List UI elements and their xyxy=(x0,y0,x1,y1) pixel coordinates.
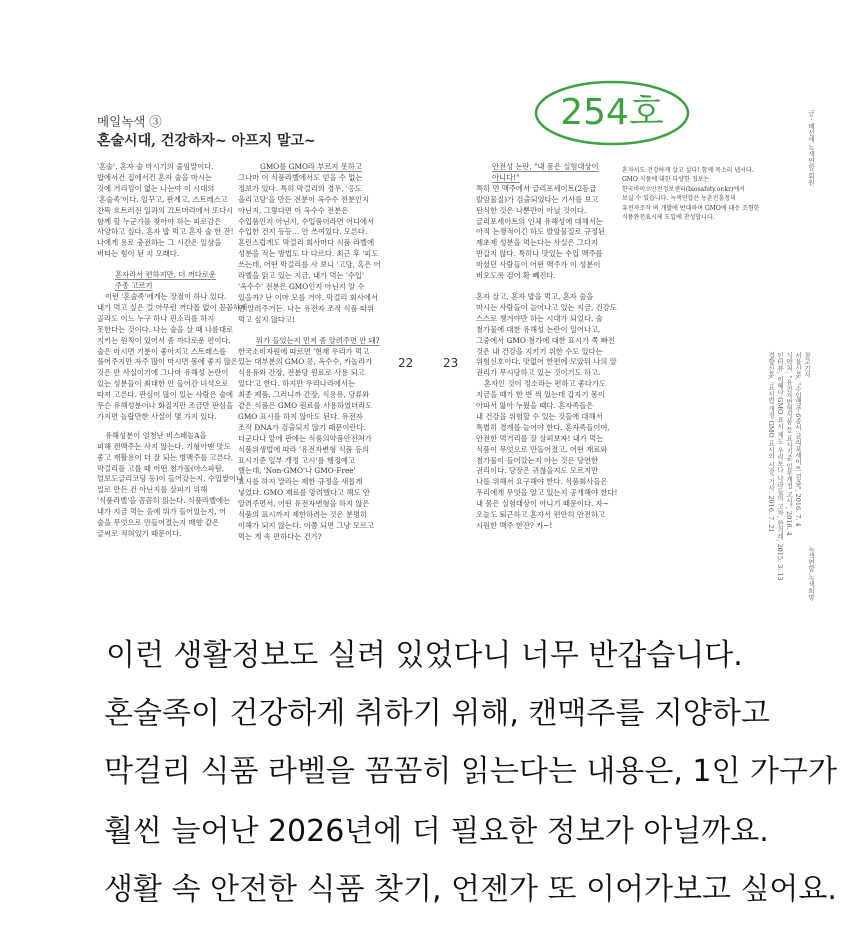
text-line: 나를 위해서 요구해야 한다. 식품회사들은 xyxy=(476,477,608,487)
text-line: 스스로 챙겨야만 하는 시대가 되었다. 술 xyxy=(476,313,603,323)
column-4-note xyxy=(622,166,759,222)
text-line: 밀로 만든 건 아닌지를 살피기 위해 xyxy=(97,485,208,495)
text-line: 첨가물이 들어갔는지 아는 것은 당연한 xyxy=(476,455,599,465)
text-line: 얼보도글리코딩 등)이 들어갔는지, 수입쌀이나 xyxy=(97,474,244,484)
text-line: 골라도 어느 누구 하나 핀소리를 하지 xyxy=(97,313,215,323)
text-line: 밥에서건 집에서건 혼자 술을 마시는 xyxy=(97,172,213,182)
text-line: '혼술족'이다. 일꾸고, 판계고, 스트레스고 xyxy=(97,194,228,204)
text-line: 잔뜩 흐트러진 일과의 끄트머리에서 또다시 xyxy=(97,205,234,215)
handwriting-line: 훨씬 늘어난 2026년에 더 필요한 정보가 아닐까요. xyxy=(104,814,769,849)
text-line: 했는데, 'Non-GMO'나 GMO-Free' xyxy=(238,466,356,476)
text-line: 사양하고 싶다. 혼자 밥 먹고 혼자 술 한 잔! xyxy=(97,227,234,237)
text-line: 넣었다. GMO 재료를 망려했다고 해도 안 xyxy=(238,488,370,498)
text-line: 먹는 게 속 편하다는 건가? xyxy=(238,531,322,541)
text-line: 안전한 먹거리를 잘 살펴보자! 내가 먹는 xyxy=(476,433,604,443)
text-line: '혼술', 혼자 술 마시기의 줄임말이다. xyxy=(97,162,214,171)
text-line: 최종 제품, 그러니까 간장, 식용유, 당류와 xyxy=(238,390,370,400)
page-number-left: 22 xyxy=(398,356,414,370)
subhead: 안전성 논란, "내 몸은 실험대상이 xyxy=(492,162,599,171)
text-line: 혼자 살고, 혼자 밥을 먹고, 혼자 술을 xyxy=(476,291,594,301)
text-line: 수입한 건지 등등… 안 쓰여있다. 모른다. xyxy=(238,227,368,237)
text-line: 글리포세이트의 인체 유해성에 대해서는 xyxy=(476,216,603,226)
text-line: 반갑지 않다. 특히나 맛있는 수입 맥주를 xyxy=(476,249,603,259)
text-line: 먹고 싶지 않다고! xyxy=(238,314,295,324)
stamp-text: 254호 xyxy=(560,92,664,133)
text-line: GMO 식품에 대한 다양한 정보는 xyxy=(622,176,710,184)
text-line: 있는 대부분의 GMO 콩, 옥수수, 카놀라가 xyxy=(238,357,373,367)
text-line: 알려주면서, 어떤 유전자변형을 하지 않은 xyxy=(238,499,370,509)
text-line: 풀어주지만 자주 많이 마시면 몸에 좋지 않은 xyxy=(97,357,238,367)
text-line: 내가 먹고 싶은 걸 아무런 꺼다롭 없이 꼼꼼하게 xyxy=(97,302,248,312)
text-line: 라벨을 읽고 있는 지금, 내가 먹는 '수입' xyxy=(238,271,364,281)
subhead: 혼자라서 편하지만, 더 꺼다로운 xyxy=(115,270,216,280)
text-line: 술은 마시면 기분이 좋아지고 스트레스를 xyxy=(97,346,227,356)
text-line: 것에 거리낌이 없는 나는야 이 시대의 xyxy=(97,183,215,193)
text-line: 오늘도 퇴근하고 혼자서 편안히 안전하고 xyxy=(476,510,606,520)
text-line: 피해 캔맥주는 사지 않는다. 기형아맨 맛도 xyxy=(97,441,231,451)
text-line: 무슨 유해성분이나 화질지만 조금만 판심을 xyxy=(97,401,234,411)
text-line: 조작 DNA가 검출되지 않기 때문이란다. xyxy=(238,422,366,432)
text-line: 탄식한 것은 나뿐만이 아닐 것이다. xyxy=(476,205,587,215)
subhead: GMO를 GMO라 부르지 못하고 xyxy=(260,162,362,171)
subhead: 아니다!" xyxy=(492,172,520,182)
text-line: 안 알려주거든. 나는 유전자 조작 식품 따위 xyxy=(238,303,375,313)
column-2 xyxy=(238,162,381,543)
vertical-footer: 녹색연합 녹색희망 xyxy=(807,546,815,601)
text-line: 첨가물에 대한 유해성 논란이 일어나고, xyxy=(476,324,601,334)
text-line: 따져 고른다. 판심이 많이 있는 사람은 술에 xyxy=(97,390,234,400)
handwriting-line: 생활 속 안전한 식품 찾기, 언젠가 또 이어가보고 싶어요. xyxy=(104,872,837,907)
text-line: 있을까? 난 이마 모를 거야. 막걸리 회사에서 xyxy=(238,292,378,302)
text-line: 막걸리를 고를 때 어떤 첨가물(아스파탐, xyxy=(97,463,225,473)
text-line: 인터뷰, 이혜나 GMO 표시 제도 우리보다 나라들의 고차, 한겨레, 2015. 3. 13 xyxy=(776,352,784,581)
article-headline: 혼술시대, 건강하자~ 아프지 말고~ xyxy=(97,133,316,149)
handwriting-line: 혼술족이 건강하게 취하기 위해, 캔맥주를 지양하고 xyxy=(104,696,770,731)
text-line: 특별히 경계를 늘어야 한다. 혼자족들이여, xyxy=(476,422,610,432)
text-line: 나에게 용로 충전하는 그 시간은 일상을 xyxy=(97,238,222,248)
article-series: 메일녹색 ③ xyxy=(97,114,162,129)
text-line: 아닌지, 그렇다면 이 옥수수 전분은 xyxy=(238,205,349,215)
text-line: 술을 무엇으로 만들어졌는지 매향 같은 xyxy=(97,518,220,528)
text-line: 그나마 이 식품라벨에서도 얻을 수 없는 xyxy=(238,172,363,182)
text-line: 한국바이오안전정보센터(biosafety.or.kr)에서 xyxy=(622,185,745,193)
text-line: 특히 먼 맥주에서 글리포세이트(2등급 xyxy=(476,183,597,193)
text-line: 혼자서도 건강하게 살고 싶다! 함께 목소리 냅시다. xyxy=(622,167,754,174)
text-line: 권리이다. 당장은 귀찮을지도 모르지만 xyxy=(476,466,599,476)
text-line: 지금을 때가 한 번 씩 있는데 갑자기 몸이 xyxy=(476,390,606,400)
text-line: 유전자조작 벼 개발에 반대하며 GMO에 대응 조형한 xyxy=(622,204,760,212)
text-line: 내가 지금 먹는 음에 뭐가 들어있는지, 어 xyxy=(97,507,227,517)
vertical-references xyxy=(766,352,811,581)
text-line: 내 몸은 실험대상이 아니기 때문이다. 자~ xyxy=(476,499,609,509)
text-line: 지키는 원칙이 있어서 좀 까다로운 편이다. xyxy=(97,335,231,345)
text-line: 경향신문, '표시법 개정 GMO 표시의 시장' 기사. 2016. 7. 21 xyxy=(767,352,775,533)
text-line: 그중에서 GMO 첨가에 대한 표시가 쪽 빠진 xyxy=(476,335,615,345)
text-line: 올리고당'을 만든 전분이 옥수수 전분인지 xyxy=(238,194,370,204)
text-line: 글씨로 적혀있기 때문이다. xyxy=(97,529,182,538)
text-line: 것은 내 건강을 지키기 위한 수도 있다는 xyxy=(476,346,603,356)
text-line: 더군다나 앞에 판에는 식품의약품안전처가 xyxy=(238,433,372,443)
text-line: 서울신문, "수입맥주 6종서 글리포세이트 검출", 2016. 7. 4 xyxy=(794,352,802,527)
text-line: 한국소비자원에 따르면 '현재 우리가 먹고 xyxy=(238,346,370,356)
text-line: 보실 수 있습니다. 녹색연합은 농촌진흥청의 xyxy=(622,195,736,203)
text-line: 참고기사 xyxy=(803,352,811,378)
text-line: 수입품인지 아닌지, 수입품이라면 어디에서 xyxy=(238,216,375,226)
text-line: 있다'고 한다. 하지만 우리나라에서는 xyxy=(238,379,356,389)
text-line: 시원한 맥주 한잔? 카~! xyxy=(476,521,553,530)
text-line: 아직 논쟁적이긴 하도 발암물질로 규정된 xyxy=(476,227,606,237)
text-line: 식약처, "유전자변형식품 등 표시기준 일부개정 고시", 2016. 4 xyxy=(785,352,793,536)
subhead: 주종 고르기 xyxy=(115,281,153,291)
text-line: 식용유와 간장, 전분당 원료로 사용 되고 xyxy=(238,368,365,378)
text-line: 함께 할 누군가를 찾아야 하는 피로감은 xyxy=(97,216,222,226)
text-line: 표시기준 일부 개정 고시'를 행정예고 xyxy=(238,455,356,465)
text-line: 혼린스럽게도 막걸리 회사마다 식품 라벨에 xyxy=(238,238,375,248)
text-line: 위험신호이다. 맛없어 한편에 모았뒤 나의 알 xyxy=(476,357,617,367)
text-line: 있는 성분들이 최대한 안 들어간 녀석으로 xyxy=(97,379,229,389)
text-line: 식품위생법에 따라 '유전자변형 식품 등의 xyxy=(238,444,370,454)
text-line: 이런 '혼술족'에게는 장점이 하나 있다. xyxy=(105,291,227,301)
text-line: 제초제 성분을 먹는다는 사실은 그다지 xyxy=(476,238,599,248)
text-line: 혼자인 것이 정소라는 편하고 좋다가도 xyxy=(484,379,607,389)
text-line: 같은 식품은 GMO 원료를 사용하였더라도 xyxy=(238,401,373,411)
text-line: 못한다는 것이다. 나는 술을 살 때 나름대로 xyxy=(97,324,234,334)
text-line: 표시를 하지 말라는 제한 규정을 새롭게 xyxy=(238,477,363,487)
text-line: 버티는 힘이 된 지 오래다. xyxy=(97,249,180,259)
text-line: 식품의 표시까지 제한하려는 것은 분명히 xyxy=(238,510,368,520)
text-line: 가지면 놀랍만한 사실이 몇 가지 있다. xyxy=(97,411,217,421)
text-line: 이해가 되지 않는다. 이쯤 되면 그냥 모르고 xyxy=(238,521,375,530)
subhead: 뭐가 들었는지 먼저 좀 알려주면 안 돼? xyxy=(256,335,380,345)
text-line: 식품이 무엇으로 만들어졌고, 어떤 재료와 xyxy=(476,444,608,454)
handwriting-line: 이런 생활정보도 실려 있었다니 너무 반갑습니다. xyxy=(106,638,743,673)
text-line: GMO 표시를 하지 않아도 된다. 유전자 xyxy=(238,411,363,421)
column-1 xyxy=(97,162,247,540)
text-line: 내 건강을 위험할 수 있는 것들에 대해서 xyxy=(476,411,603,421)
text-line: 식품완전표시제 도입에 찬성합니다. xyxy=(622,214,715,222)
text-line: '식품라벨'을 꼼꼼히 읽는다. 식품라벨에는 xyxy=(97,496,231,506)
column-3 xyxy=(476,162,617,532)
text-line: 성분을 적는 방법도 다 다르다. 최근 후 '피도 xyxy=(238,249,379,259)
text-line: 것은 만 사실이기에 그나마 유해성 논란이 xyxy=(97,368,229,378)
text-line: 우리에게 무엇을 알고 있는지 공개해야 한다! xyxy=(476,488,618,498)
text-line: 아파서 앓아 누웠을 때다. 혼자족들은 xyxy=(476,401,594,411)
text-line: 좋고 재활용이 더 잘 되는 병맥주를 고른다. xyxy=(97,452,234,462)
text-line: 정보가 있다. 특히 막걸리의 경우, '옹도 xyxy=(238,183,362,193)
text-line: 쓰는데, 어떤 막걸리를 사 보니 '고당, 혹은 어 xyxy=(238,260,381,270)
vertical-author: 글 · 배선애 녹색연합 회원 xyxy=(807,110,815,186)
text-line: 마셨던 사람들이 어떤 맥주가 이 성분이 xyxy=(476,260,601,270)
text-line: 권리가 무시당하고 있는 것이기도 하고. xyxy=(476,368,601,378)
issue-stamp xyxy=(532,78,692,148)
text-line: 발암물질)가 검출되었다는 기사를 보고 xyxy=(476,194,599,204)
text-line: 마시는 사람들이 늘어나고 있는 지금, 건강도 xyxy=(476,302,617,312)
text-line: '옥수수' 전분은 GMO인지 아닌지 알 수 xyxy=(238,281,365,291)
handwriting-line: 막걸리 식품 라벨을 꼼꼼히 읽는다는 내용은, 1인 가구가 xyxy=(104,754,837,789)
text-line: 유해성분이 엄청난 비스페놀A을 xyxy=(105,430,207,440)
text-line: 버오도록 검어 확 빼진다. xyxy=(476,271,556,281)
page-number-right: 23 xyxy=(443,356,459,370)
